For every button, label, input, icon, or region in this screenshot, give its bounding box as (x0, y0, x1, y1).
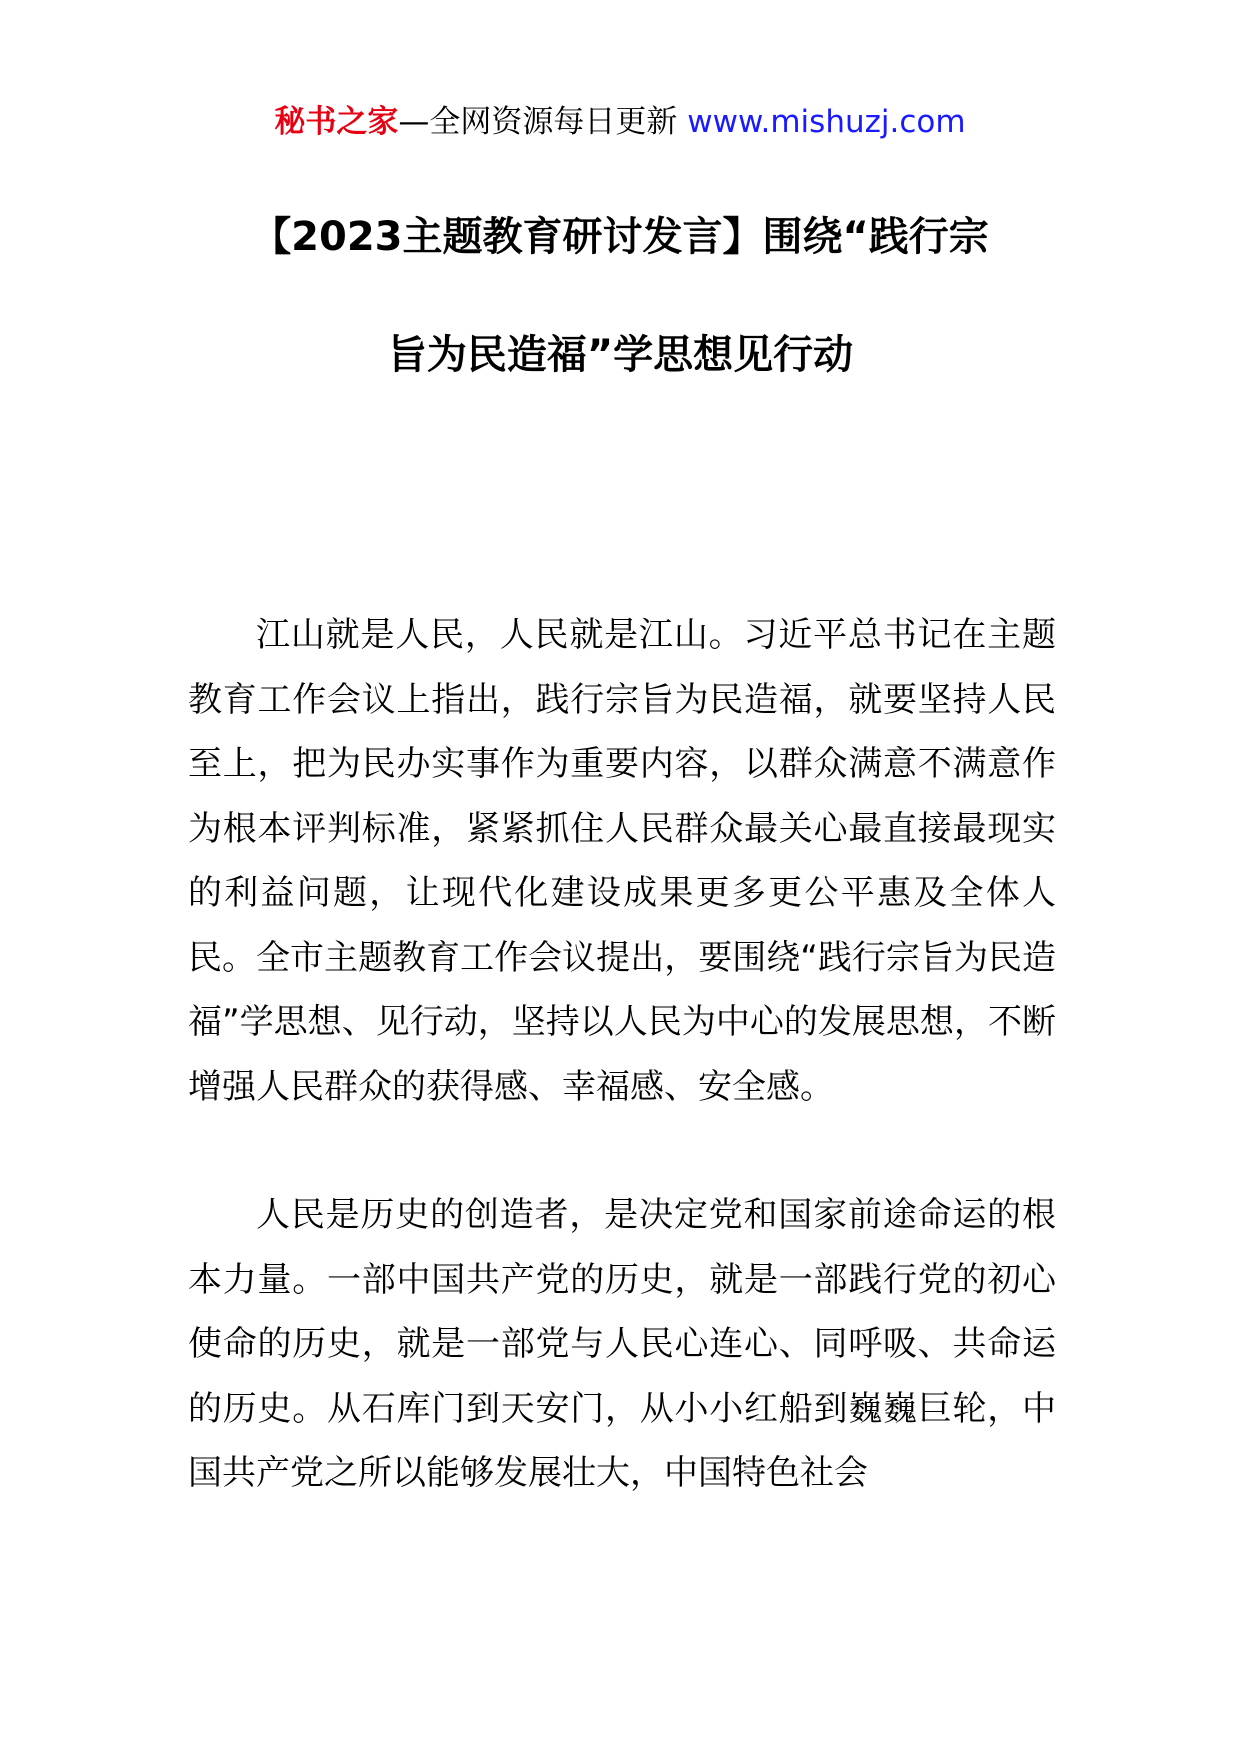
site-brand: 秘书之家 (274, 104, 399, 140)
site-url-link[interactable]: www.mishuzj.com (687, 104, 966, 140)
body-paragraph-2: 人民是历史的创造者，是决定党和国家前途命运的根本力量。一部中国共产党的历史，就是一部践行党的初心使命的历史，就是一部党与人民心连心、同呼吸、共命运的历史。从石库门到天安门，从小小红船到巍巍巨轮，中国共产党之所以能够发展壮大，中国特色社会 (188, 1195, 1056, 1493)
body-paragraph-1: 江山就是人民，人民就是江山。习近平总书记在主题教育工作会议上指出，践行宗旨为民造福，就要坚持人民至上，把为民办实事作为重要内容，以群众满意不满意作为根本评判标准，紧紧抓住人民群众最关心最直接最现实的利益问题，让现代化建设成果更多更公平惠及全体人民。全市主题教育工作会议提出，要围绕“践行宗旨为民造福”学思想、见行动，坚持以人民为中心的发展思想，不断增强人民群众的获得感、幸福感、安全感。 (188, 615, 1056, 1107)
site-slogan: —全网资源每日更新 (398, 104, 678, 140)
document-title-line-1: 【2023主题教育研讨发言】围绕“践行宗 (251, 214, 989, 260)
site-header (0, 100, 1240, 144)
document-body (188, 603, 1056, 1506)
document-title-line-2: 旨为民造福”学思想见行动 (386, 332, 854, 378)
document-title (150, 196, 1090, 396)
